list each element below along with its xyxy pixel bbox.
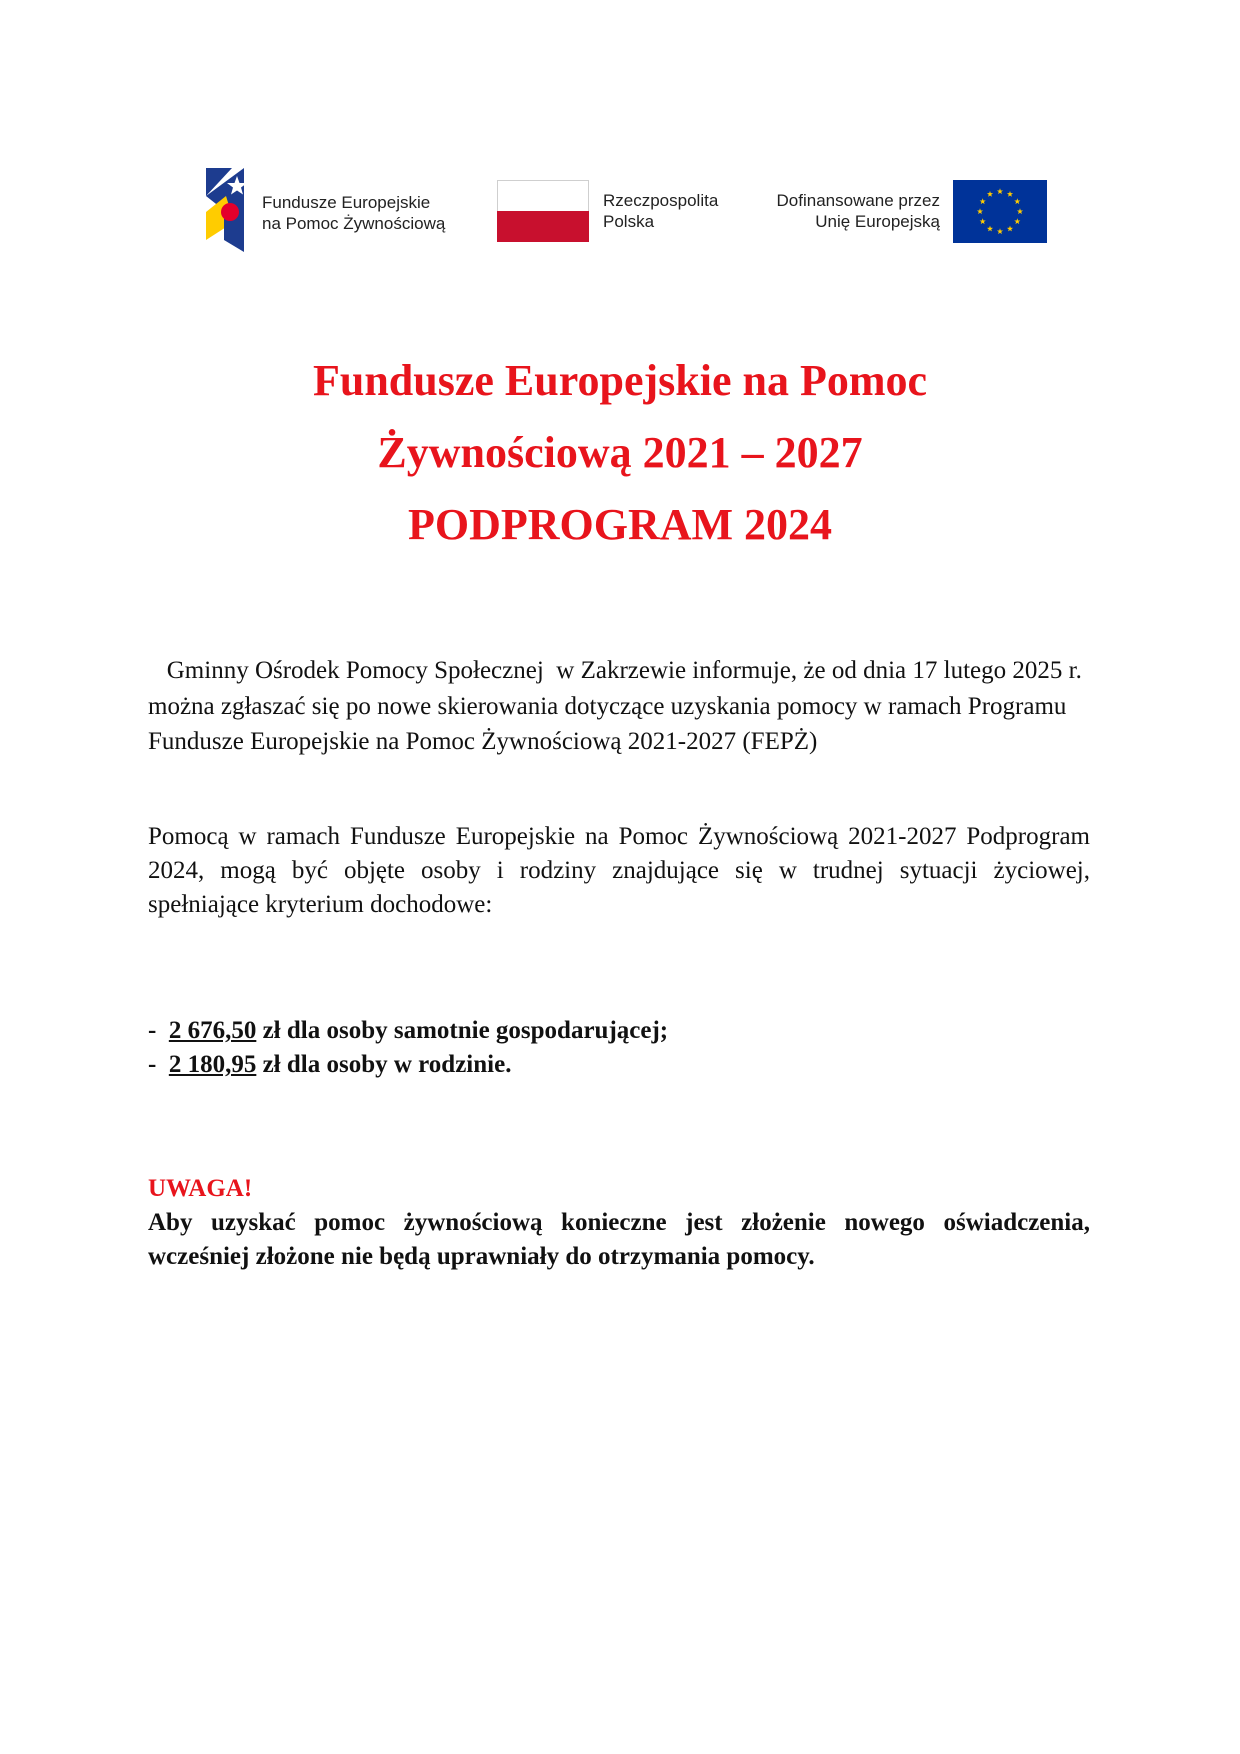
rp-logo-line2: Polska [603, 212, 655, 231]
fe-logo-line2: na Pomoc Żywnościową [262, 214, 446, 233]
title-line3: PODPROGRAM 2024 [407, 500, 833, 549]
eu-logo-line1: Dofinansowane przez [776, 191, 940, 210]
rp-logo-text [603, 190, 753, 232]
flag-white-stripe [497, 180, 589, 211]
polish-flag [497, 180, 589, 242]
warning-text: Aby uzyskać pomoc żywnościową konieczne jest złożenie nowego oświadczenia, wcześniej złożone nie będą uprawniały do otrzymania pomocy. [148, 1209, 1090, 1270]
criteria-item-single [148, 1014, 1090, 1048]
criteria-prefix: - [148, 1017, 169, 1044]
title-line1: Fundusze Europejskie na Pomoc [312, 356, 928, 405]
criteria-amount: 2 676,50 [168, 1017, 257, 1044]
criteria-prefix: - [148, 1051, 169, 1078]
eu-logo-text [740, 190, 940, 232]
warning-label: UWAGA! [148, 1175, 253, 1202]
eu-flag-icon [953, 180, 1047, 243]
title-line2: Żywnościową 2021 – 2027 [377, 428, 863, 477]
criteria-text: zł dla osoby w rodzinie. [256, 1051, 512, 1078]
fe-logo [204, 166, 464, 256]
fe-stars-icon [204, 166, 256, 254]
rp-logo-line1: Rzeczpospolita [603, 191, 719, 210]
page-title [150, 345, 1090, 561]
fe-logo-line1: Fundusze Europejskie [262, 193, 431, 212]
criteria-item-family [148, 1048, 1090, 1082]
flag-red-stripe [497, 211, 589, 242]
logo-bar [0, 0, 1240, 300]
criteria-amount: 2 180,95 [168, 1051, 257, 1078]
eu-logo-line2: Unię Europejską [815, 212, 940, 231]
fe-logo-text [262, 192, 482, 234]
criteria-text: zł dla osoby samotnie gospodarującej; [256, 1017, 669, 1044]
eligibility-paragraph: Pomocą w ramach Fundusze Europejskie na Pomoc Żywnościową 2021-2027 Podprogram 2024, mogą być objęte osoby i rodziny znajdujące się w trudnej sytuacji życiowej, spełniające kryterium dochodowe: [148, 823, 1090, 918]
intro-paragraph: Gminny Ośrodek Pomocy Społecznej w Zakrzewie informuje, że od dnia 17 lutego 2025 r. można zgłaszać się po nowe skierowania dotyczące uzyskania pomocy w ramach Programu Fundusze Europejskie na Pomoc Żywnościową 2021-2027 (FEPŻ) [148, 657, 1089, 755]
income-criteria-list [148, 1014, 1090, 1082]
